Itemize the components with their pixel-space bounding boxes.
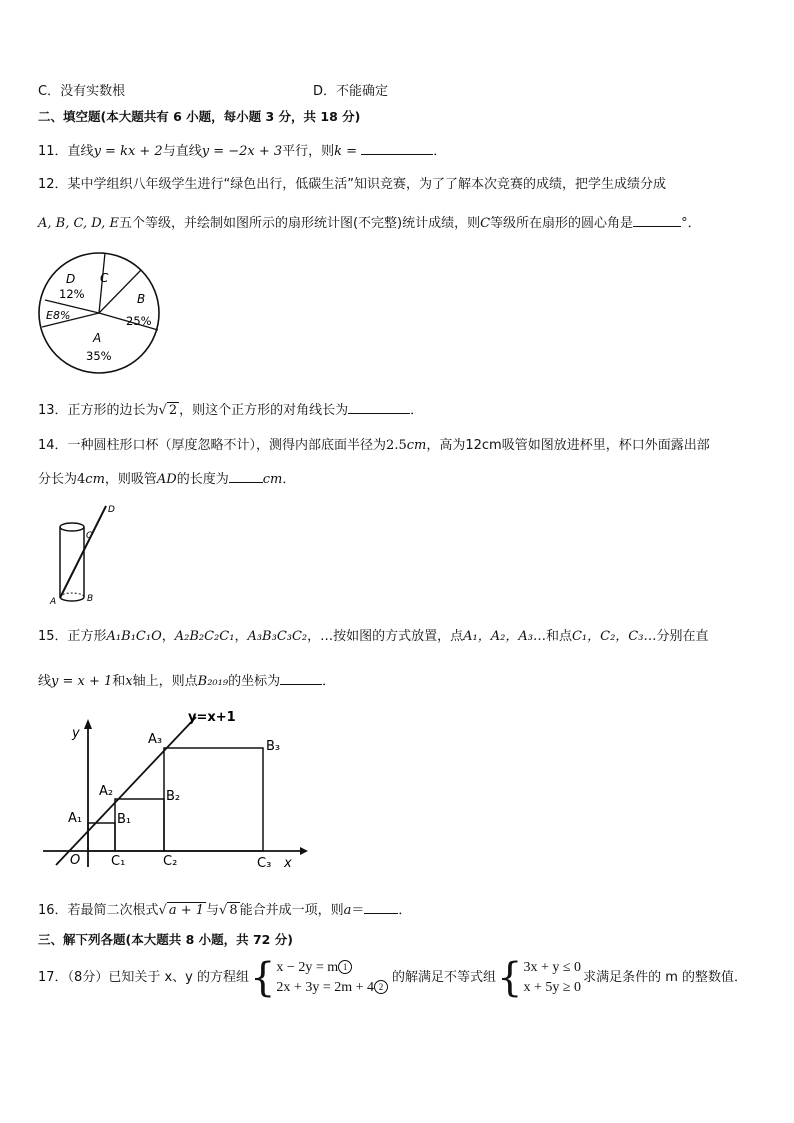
section-3-title: 三、解下列各题(本大题共 8 小题，共 72 分): [38, 932, 293, 947]
pie-label-c: C: [100, 271, 109, 285]
question-15-line-2: 线y = x + 1和x轴上，则点B₂₀₁₉的坐标为 ．: [38, 671, 335, 691]
answer-blank[interactable]: [229, 469, 263, 483]
question-15-line-1: 15．正方形A₁B₁C₁O，A₂B₂C₂C₁，A₃B₃C₃C₂，…按如图的方式放置，点A₁，A₂，A₃…和点C₁，C₂，C₃…分别在直: [38, 629, 709, 644]
question-12-line-1: 12．某中学组织八年级学生进行“绿色出行，低碳生活”知识竞赛，为了了解本次竞赛的成绩，把学生成绩分成: [38, 177, 667, 192]
sqrt-expression: √ 2: [158, 403, 178, 418]
answer-blank[interactable]: [361, 141, 433, 155]
option-c: C．没有实数根: [38, 84, 126, 99]
question-14-line-1: 14．一种圆柱形口杯（厚度忽略不计），测得内部底面半径为2.5cm，高为12cm吸管如图放进杯里，杯口外面露出部: [38, 438, 710, 453]
pie-label-d: D: [66, 272, 76, 286]
squares-on-line-figure: [38, 705, 308, 875]
pie-label-e: E8%: [46, 309, 71, 322]
fig-c2-label: C₂: [163, 854, 178, 869]
fig-line-label: y=x+1: [188, 710, 236, 725]
cup-label-c: C: [86, 531, 93, 541]
pie-label-b: B: [137, 292, 146, 306]
fig-x-label: x: [284, 856, 292, 871]
cup-straw-figure: [44, 500, 124, 610]
fig-a3-label: A₃: [148, 732, 163, 747]
sqrt-expression-1: √ a + 1: [158, 903, 205, 918]
question-11: 11．直线y = kx + 2与直线y = −2x + 3平行，则k = ．: [38, 141, 446, 161]
answer-blank[interactable]: [280, 671, 322, 685]
pie-pct-a: 35%: [86, 349, 112, 363]
fig-a2-label: A₂: [99, 784, 114, 799]
fig-c1-label: C₁: [111, 854, 126, 869]
pie-chart-figure: [36, 248, 166, 376]
answer-blank[interactable]: [364, 900, 398, 914]
fig-b1-label: B₁: [117, 812, 132, 827]
cup-label-d: D: [108, 505, 115, 515]
fig-c3-label: C₃: [257, 856, 272, 871]
inequality-system: { 3x + y ≤ 0 x + 5y ≥ 0: [497, 955, 582, 1001]
cup-label-b: B: [87, 594, 94, 604]
fig-o-label: O: [70, 853, 81, 868]
equation-system: { x − 2y = m 1 2x + 3y = 2m + 4 2: [249, 958, 388, 998]
question-17: 17．（8分）已知关于 x、y 的方程组 { x − 2y = m 1 2x + 3y = 2m + 4 2 的解满足不等式组 { 3x + y ≤ 0 x + 5y ≥ 0 求满足条件的 m 的整数值．: [38, 955, 747, 1001]
question-14-line-2: 分长为4cm，则吸管AD的长度为 cm．: [38, 469, 295, 489]
answer-blank[interactable]: [348, 400, 410, 414]
question-13: 13．正方形的边长为√ 2 ，则这个正方形的对角线长为 ．: [38, 400, 423, 420]
fig-y-label: y: [72, 726, 80, 741]
sqrt-expression-2: √ 8: [219, 903, 238, 918]
fig-b3-label: B₃: [266, 739, 281, 754]
pie-label-a: A: [93, 331, 102, 345]
answer-blank[interactable]: [633, 213, 681, 227]
question-12-line-2: A, B, C, D, E五个等级，并绘制如图所示的扇形统计图(不完整)统计成绩，则C等级所在扇形的圆心角是 °．: [38, 213, 701, 233]
fig-b2-label: B₂: [166, 789, 181, 804]
question-16: 16．若最简二次根式√ a + 1 与√ 8 能合并成一项，则a＝ ．: [38, 900, 411, 920]
pie-pct-d: 12%: [59, 287, 85, 301]
option-d: D．不能确定: [313, 84, 389, 99]
fig-a1-label: A₁: [68, 811, 83, 826]
pie-pct-b: 25%: [126, 314, 152, 328]
cup-label-a: A: [50, 597, 57, 607]
section-2-title: 二、填空题(本大题共有 6 小题，每小题 3 分，共 18 分): [38, 109, 361, 124]
